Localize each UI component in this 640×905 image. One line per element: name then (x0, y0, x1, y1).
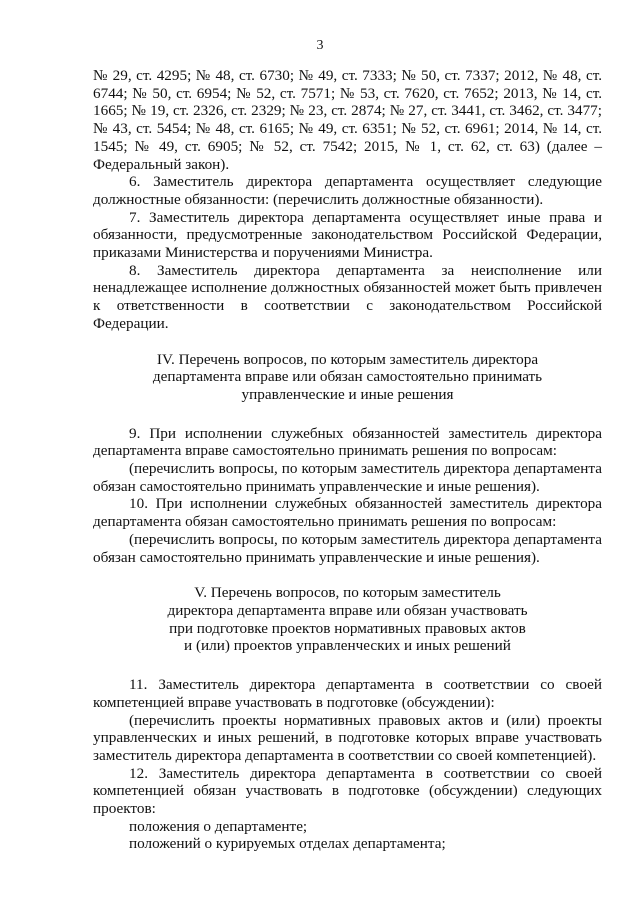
paragraph-12: 12. Заместитель директора департамента в соответствии со своей компетенцией обязан участвовать в подготовке (обсуждении) следующих проектов: (93, 764, 602, 818)
paragraph-12-item: положения о департаменте; (129, 817, 308, 835)
section-4-heading (93, 351, 602, 404)
section-5-heading (93, 584, 602, 655)
paragraph-12-item: положений о курируемых отделах департамента; (129, 835, 446, 853)
section-4-heading-line: управленческие и иные решения (241, 385, 454, 403)
section-5-heading-line: V. Перечень вопросов, по которым заместитель (194, 584, 501, 602)
paragraph-10: 10. При исполнении служебных обязанностей заместитель директора департамента обязан самостоятельно принимать решения по вопросам: (93, 495, 602, 531)
paragraph-10-note: (перечислить вопросы, по которым заместитель директора департамента обязан самостоятельно принимать управленческие и иные решения). (93, 530, 602, 566)
intro-paragraph: № 29, ст. 4295; № 48, ст. 6730; № 49, ст. 7333; № 50, ст. 7337; 2012, № 48, ст. 6744; № 50, ст. 6954; № 52, ст. 7571; № 53, ст. 7620, ст. 7652; 2013, № 14, ст. 1665; № 19, ст. 2326, ст. 2329; № 23, ст. 2874; № 27, ст. 3441, ст. 3462, ст. 3477; № 43, ст. 5454; № 48, ст. 6165; № 49, ст. 6351; № 52, ст. 6961; 2014, № 14, ст. 1545; № 49, ст. 6905; № 52, ст. 7542; 2015, № 1, ст. 62, ст. 63) (далее – Федеральный закон). (93, 67, 602, 173)
paragraph-7: 7. Заместитель директора департамента осуществляет иные права и обязанности, предусмотренные законодательством Российской Федерации, приказами Министерства и поручениями Министра. (93, 208, 602, 262)
section-4-heading-line: департамента вправе или обязан самостоятельно принимать (152, 368, 543, 386)
paragraph-9: 9. При исполнении служебных обязанностей заместитель директора департамента вправе самостоятельно принимать решения по вопросам: (93, 424, 602, 460)
section-4-heading-line: IV. Перечень вопросов, по которым заместитель директора (156, 350, 539, 368)
section-5-heading-line: и (или) проектов управленческих и иных решений (184, 637, 511, 655)
document-body (93, 67, 602, 853)
paragraph-9-note: (перечислить вопросы, по которым заместитель директора департамента обязан самостоятельно принимать управленческие и иные решения). (93, 460, 602, 495)
paragraph-11-note: (перечислить проекты нормативных правовых актов и (или) проекты управленческих и иных решений, в подготовке которых вправе участвовать заместитель директора департамента в соответствии со своей компетенцией). (93, 711, 602, 764)
paragraph-11: 11. Заместитель директора департамента в соответствии со своей компетенцией вправе участвовать в подготовке (обсуждении): (93, 676, 602, 711)
paragraph-6: 6. Заместитель директора департамента осуществляет следующие должностные обязанности: (перечислить должностные обязанности). (93, 173, 602, 208)
section-5-heading-line: при подготовке проектов нормативных правовых актов (169, 619, 526, 637)
paragraph-8: 8. Заместитель директора департамента за неисполнение или ненадлежащее исполнение должностных обязанностей может быть привлечен к ответственности в соответствии с законодательством Российской Федерации. (93, 261, 602, 332)
section-5-heading-line: директора департамента вправе или обязан участвовать (167, 601, 528, 619)
page-number: 3 (316, 38, 324, 53)
